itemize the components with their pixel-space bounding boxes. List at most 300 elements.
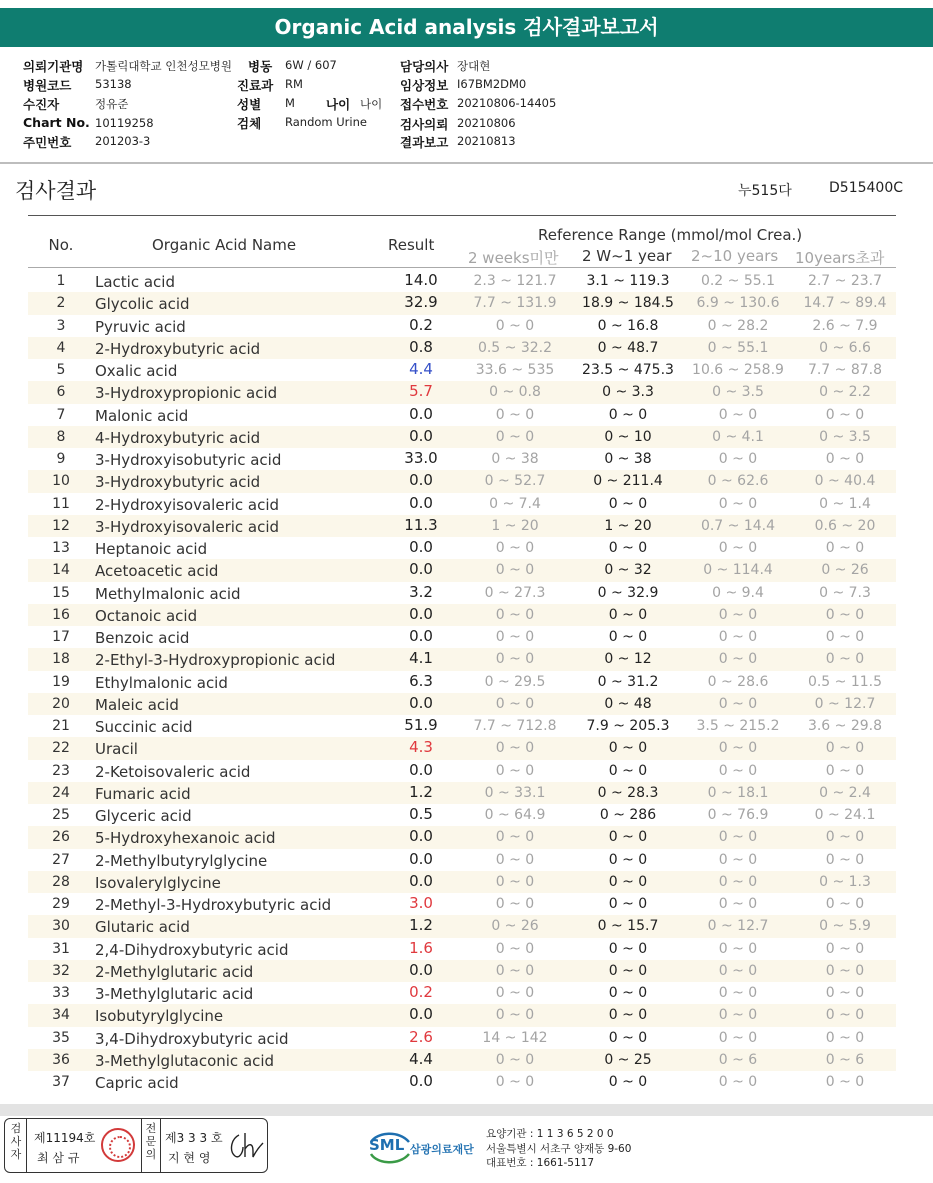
results-table: [28, 270, 896, 1093]
range-neonate: 0 ~ 0: [495, 1074, 535, 1090]
acid-name: Glutaric acid: [95, 918, 190, 937]
acid-name: Capric acid: [95, 1074, 179, 1092]
range-adult: 0 ~ 0: [825, 962, 865, 979]
chart-value: 10119258: [95, 116, 154, 130]
table-row: [28, 426, 896, 448]
range-child: 0 ~ 0: [718, 829, 758, 846]
acid-name: Maleic acid: [95, 695, 179, 714]
table-row: [28, 648, 896, 670]
range-infant: 0 ~ 0: [608, 762, 648, 779]
range-child: 0 ~ 0: [718, 1074, 758, 1090]
range-neonate: 0 ~ 0: [495, 1051, 535, 1068]
range-child: 0 ~ 3.5: [712, 384, 764, 401]
range-infant: 3.1 ~ 119.3: [586, 273, 670, 289]
range-child: 0 ~ 0: [718, 762, 758, 779]
range-infant: 0 ~ 48.7: [597, 339, 659, 356]
header-range-adult: 10years초과: [795, 249, 885, 267]
range-neonate: 0 ~ 0.8: [489, 384, 541, 401]
ward-value: 6W / 607: [285, 58, 337, 72]
range-adult: 2.7 ~ 23.7: [807, 273, 883, 289]
table-row: [28, 604, 896, 626]
table-row: [28, 315, 896, 337]
row-number: 1: [56, 273, 66, 289]
separator: [0, 162, 933, 164]
table-row: [28, 337, 896, 359]
result-value: 4.4: [409, 1049, 433, 1068]
range-child: 0 ~ 0: [718, 451, 758, 467]
range-child: 0 ~ 28.2: [707, 317, 769, 334]
table-row: [28, 1071, 896, 1093]
header-range-infant: 2 W~1 year: [582, 247, 672, 265]
table-row: [28, 404, 896, 426]
row-number: 36: [52, 1051, 70, 1068]
report-date-value: 20210813: [457, 134, 516, 148]
result-value: 0.0: [409, 1072, 433, 1090]
row-number: 12: [52, 517, 70, 534]
row-number: 11: [52, 495, 70, 512]
acid-name: Acetoacetic acid: [95, 562, 219, 581]
acid-name: 2-Methylbutyrylglycine: [95, 851, 268, 870]
row-number: 28: [52, 873, 70, 890]
name-label: 수진자: [23, 97, 60, 112]
acid-name: Succinic acid: [95, 718, 193, 736]
header-range-neonate: 2 weeks미만: [468, 249, 559, 267]
table-row: [28, 448, 896, 470]
result-value: 0.0: [409, 538, 433, 556]
physician-license: 제3 3 3 호: [165, 1131, 223, 1145]
lab-info: [486, 1127, 631, 1171]
range-child: 10.6 ~ 258.9: [692, 362, 784, 378]
code-value: 53138: [95, 77, 132, 91]
range-adult: 0 ~ 0: [825, 651, 865, 668]
range-adult: 0 ~ 6: [825, 1051, 865, 1068]
result-value: 4.3: [409, 738, 433, 757]
result-value: 51.9: [404, 716, 438, 734]
doctor-value: 장대현: [457, 59, 491, 73]
range-child: 3.5 ~ 215.2: [696, 718, 780, 734]
range-adult: 0 ~ 6.6: [819, 339, 871, 356]
range-infant: 0 ~ 0: [608, 495, 648, 512]
range-infant: 1 ~ 20: [604, 517, 652, 534]
ward-label: 병동: [248, 59, 273, 74]
range-neonate: 0 ~ 38: [491, 451, 539, 467]
range-adult: 0 ~ 1.3: [819, 873, 871, 890]
range-infant: 0 ~ 48: [604, 695, 652, 712]
specimen-label: 검체: [237, 116, 262, 131]
range-adult: 7.7 ~ 87.8: [807, 362, 883, 378]
row-number: 14: [52, 562, 70, 579]
examiner-label: 검사자: [10, 1122, 22, 1161]
range-adult: 0 ~ 5.9: [819, 918, 871, 935]
clinical-label: 임상정보: [400, 78, 449, 93]
range-adult: 0 ~ 2.2: [819, 384, 871, 401]
result-value: 0.8: [409, 337, 433, 356]
test-code: 누515다: [738, 183, 792, 199]
range-adult: 0.5 ~ 11.5: [807, 673, 883, 690]
result-value: 0.0: [409, 849, 433, 868]
range-adult: 0 ~ 0: [825, 606, 865, 623]
section-title: 검사결과: [15, 179, 97, 203]
acid-name: 3-Hydroxypropionic acid: [95, 384, 278, 403]
range-infant: 0 ~ 286: [599, 807, 657, 823]
range-child: 0 ~ 0: [718, 406, 758, 423]
lab-phone: 대표번호 : 1661-5117: [486, 1157, 595, 1169]
range-adult: 0 ~ 0: [825, 540, 865, 556]
acid-name: 2-Ketoisovaleric acid: [95, 762, 251, 781]
result-value: 0.0: [409, 471, 433, 490]
range-adult: 0 ~ 0: [825, 851, 865, 868]
examiner-name: 최 삼 규: [37, 1151, 80, 1165]
report-title: Organic Acid analysis 검사결과보고서: [0, 8, 933, 47]
table-row: [28, 537, 896, 559]
row-number: 31: [52, 940, 70, 957]
range-child: 0 ~ 0: [718, 985, 758, 1001]
result-value: 0.2: [409, 315, 433, 334]
range-adult: 0 ~ 0: [825, 762, 865, 779]
range-child: 0 ~ 114.4: [703, 562, 773, 579]
acid-name: 2-Ethyl-3-Hydroxypropionic acid: [95, 651, 336, 670]
range-adult: 0 ~ 0: [825, 629, 865, 645]
acid-name: Isovalerylglycine: [95, 873, 221, 892]
result-value: 32.9: [404, 293, 438, 312]
acid-name: 3-Hydroxyisobutyric acid: [95, 451, 282, 469]
table-row: [28, 715, 896, 737]
range-child: 0 ~ 55.1: [707, 339, 769, 356]
result-value: 0.0: [409, 760, 433, 779]
result-value: 0.0: [409, 960, 433, 979]
range-adult: 0 ~ 0: [825, 985, 865, 1001]
range-neonate: 0 ~ 0: [495, 428, 535, 445]
table-row: [28, 849, 896, 871]
range-neonate: 0 ~ 64.9: [484, 807, 546, 823]
table-row: [28, 1049, 896, 1071]
result-value: 0.5: [409, 805, 433, 823]
acid-name: Ethylmalonic acid: [95, 673, 228, 692]
table-row: [28, 671, 896, 693]
chart-label: Chart No.: [23, 115, 90, 130]
result-value: 0.0: [409, 693, 433, 712]
result-value: 0.2: [409, 983, 433, 1001]
table-row: [28, 760, 896, 782]
range-neonate: 0 ~ 0: [495, 1007, 535, 1024]
acid-name: Uracil: [95, 740, 138, 759]
range-adult: 0 ~ 26: [821, 562, 869, 579]
row-number: 7: [56, 406, 66, 423]
range-neonate: 33.6 ~ 535: [475, 362, 555, 378]
seal-icon: [101, 1128, 135, 1162]
range-infant: 0 ~ 0: [608, 985, 648, 1001]
range-adult: 0 ~ 0: [825, 740, 865, 757]
range-adult: 0 ~ 0: [825, 1074, 865, 1090]
range-neonate: 0 ~ 52.7: [484, 473, 546, 490]
range-adult: 0 ~ 0: [825, 1029, 865, 1046]
range-neonate: 0 ~ 0: [495, 606, 535, 623]
range-child: 0 ~ 0: [718, 629, 758, 645]
code-label: 병원코드: [23, 78, 72, 93]
result-value: 4.1: [409, 649, 433, 668]
range-child: 0 ~ 6: [718, 1051, 758, 1068]
row-number: 30: [52, 918, 70, 935]
table-row: [28, 915, 896, 937]
range-child: 0 ~ 0: [718, 873, 758, 890]
acid-name: 3-Hydroxybutyric acid: [95, 473, 261, 492]
range-child: 0 ~ 12.7: [707, 918, 769, 935]
table-row: [28, 493, 896, 515]
range-infant: 0 ~ 0: [608, 740, 648, 757]
row-number: 21: [52, 718, 70, 734]
result-value: 0.0: [409, 560, 433, 579]
range-neonate: 0 ~ 0: [495, 317, 535, 334]
row-number: 3: [56, 317, 66, 334]
result-value: 1.2: [409, 782, 433, 801]
request-value: 20210806: [457, 116, 516, 130]
result-value: 0.0: [409, 404, 433, 423]
range-infant: 0 ~ 12: [604, 651, 652, 668]
range-neonate: 0 ~ 0: [495, 651, 535, 668]
table-row: [28, 359, 896, 381]
table-header-rule: [28, 267, 896, 268]
table-top-rule: [28, 215, 896, 216]
divider: [160, 1119, 161, 1172]
row-number: 35: [52, 1029, 70, 1046]
range-child: 0 ~ 9.4: [712, 584, 764, 601]
row-number: 26: [52, 829, 70, 846]
range-child: 0 ~ 0: [718, 740, 758, 757]
table-row: [28, 938, 896, 960]
age-label: 나이: [326, 97, 351, 112]
sex-value: M: [285, 96, 295, 110]
range-infant: 0 ~ 32.9: [597, 584, 659, 601]
range-neonate: 0 ~ 33.1: [484, 784, 546, 801]
range-neonate: 0 ~ 0: [495, 985, 535, 1001]
acid-name: 2,4-Dihydroxybutyric acid: [95, 940, 289, 959]
table-row: [28, 270, 896, 292]
range-infant: 0 ~ 38: [604, 451, 652, 467]
range-child: 0 ~ 0: [718, 896, 758, 912]
range-infant: 0 ~ 3.3: [602, 384, 654, 401]
result-value: 2.6: [409, 1027, 433, 1046]
range-neonate: 0 ~ 0: [495, 829, 535, 846]
report-date-label: 결과보고: [400, 135, 449, 150]
result-value: 0.0: [409, 871, 433, 890]
acid-name: Oxalic acid: [95, 362, 178, 380]
id-value: 201203-3: [95, 134, 151, 148]
range-infant: 0 ~ 0: [608, 896, 648, 912]
range-neonate: 0 ~ 0: [495, 406, 535, 423]
range-child: 0 ~ 4.1: [712, 428, 764, 445]
result-value: 0.0: [409, 426, 433, 445]
row-number: 29: [52, 896, 70, 912]
range-adult: 0 ~ 0: [825, 406, 865, 423]
table-row: [28, 871, 896, 893]
table-row: [28, 782, 896, 804]
table-row: [28, 826, 896, 848]
range-infant: 0 ~ 0: [608, 873, 648, 890]
row-number: 4: [56, 339, 66, 356]
result-value: 33.0: [404, 449, 438, 467]
receipt-value: 20210806-14405: [457, 96, 557, 110]
physician-label: 전문의: [145, 1122, 157, 1161]
range-adult: 0 ~ 0: [825, 829, 865, 846]
range-neonate: 0.5 ~ 32.2: [477, 339, 553, 356]
result-value: 0.0: [409, 1005, 433, 1024]
range-infant: 0 ~ 16.8: [597, 317, 659, 334]
row-number: 10: [52, 473, 70, 490]
row-number: 18: [52, 651, 70, 668]
range-child: 0 ~ 76.9: [707, 807, 769, 823]
acid-name: Methylmalonic acid: [95, 584, 241, 603]
table-row: [28, 515, 896, 537]
table-row: [28, 582, 896, 604]
examiner-license: 제11194호: [34, 1131, 96, 1145]
result-value: 0.0: [409, 827, 433, 846]
range-neonate: 0 ~ 0: [495, 540, 535, 556]
row-number: 9: [56, 451, 66, 467]
row-number: 15: [52, 584, 70, 601]
range-infant: 0 ~ 0: [608, 1074, 648, 1090]
range-infant: 0 ~ 31.2: [597, 673, 659, 690]
acid-name: 4-Hydroxybutyric acid: [95, 428, 261, 447]
dept-value: RM: [285, 77, 303, 91]
table-row: [28, 292, 896, 314]
range-infant: 7.9 ~ 205.3: [586, 718, 670, 734]
table-row: [28, 626, 896, 648]
acid-name: 5-Hydroxyhexanoic acid: [95, 829, 276, 848]
range-child: 0 ~ 0: [718, 540, 758, 556]
range-infant: 0 ~ 0: [608, 851, 648, 868]
range-neonate: 7.7 ~ 131.9: [473, 295, 557, 312]
lab-name: 삼광의료재단: [410, 1143, 474, 1156]
row-number: 20: [52, 695, 70, 712]
row-number: 34: [52, 1007, 70, 1024]
table-row: [28, 982, 896, 1004]
range-infant: 0 ~ 0: [608, 1007, 648, 1024]
range-child: 0 ~ 0: [718, 695, 758, 712]
range-child: 0 ~ 0: [718, 940, 758, 957]
table-row: [28, 1004, 896, 1026]
range-adult: 0 ~ 7.3: [819, 584, 871, 601]
range-neonate: 0 ~ 0: [495, 762, 535, 779]
acid-name: Fumaric acid: [95, 784, 191, 803]
acid-name: 2-Methylglutaric acid: [95, 962, 254, 981]
acid-name: 3,4-Dihydroxybutyric acid: [95, 1029, 289, 1048]
row-number: 16: [52, 606, 70, 623]
range-neonate: 0 ~ 29.5: [484, 673, 546, 690]
lab-logo-text: SML: [369, 1136, 405, 1154]
range-infant: 0 ~ 25: [604, 1051, 652, 1068]
range-neonate: 14 ~ 142: [482, 1029, 548, 1046]
clinical-value: I67BM2DM0: [457, 77, 527, 91]
acid-name: 3-Methylglutaric acid: [95, 985, 254, 1003]
divider: [26, 1119, 27, 1172]
acid-name: 3-Hydroxyisovaleric acid: [95, 517, 280, 536]
range-adult: 2.6 ~ 7.9: [812, 317, 878, 334]
range-adult: 0 ~ 1.4: [819, 495, 871, 512]
range-infant: 0 ~ 0: [608, 962, 648, 979]
dept-label: 진료과: [237, 78, 274, 93]
id-label: 주민번호: [23, 135, 72, 150]
range-adult: 0 ~ 0: [825, 940, 865, 957]
table-row: [28, 1027, 896, 1049]
header-reference: Reference Range (mmol/mol Crea.): [538, 226, 803, 244]
range-child: 0 ~ 0: [718, 1007, 758, 1024]
physician-name: 지 현 영: [168, 1151, 211, 1165]
range-adult: 0 ~ 40.4: [814, 473, 876, 490]
header-no: No.: [48, 236, 74, 254]
range-adult: 14.7 ~ 89.4: [803, 295, 887, 312]
acid-name: 2-Hydroxybutyric acid: [95, 339, 261, 358]
table-row: [28, 893, 896, 915]
row-number: 22: [52, 740, 70, 757]
range-neonate: 0 ~ 0: [495, 940, 535, 957]
table-row: [28, 737, 896, 759]
range-infant: 18.9 ~ 184.5: [582, 295, 674, 312]
row-number: 23: [52, 762, 70, 779]
result-value: 14.0: [404, 271, 438, 289]
test-id: D515400C: [829, 180, 903, 196]
range-neonate: 0 ~ 0: [495, 873, 535, 890]
acid-name: Octanoic acid: [95, 606, 198, 625]
result-value: 1.6: [409, 938, 433, 957]
patient-info: [0, 55, 933, 155]
acid-name: Glycolic acid: [95, 295, 190, 314]
row-number: 19: [52, 673, 70, 690]
header-range-child: 2~10 years: [691, 247, 779, 265]
request-label: 검사의뢰: [400, 117, 449, 132]
range-adult: 0 ~ 12.7: [814, 695, 876, 712]
range-neonate: 0 ~ 0: [495, 562, 535, 579]
range-child: 0 ~ 62.6: [707, 473, 769, 490]
specimen-value: Random Urine: [285, 115, 367, 129]
range-child: 0 ~ 18.1: [707, 784, 769, 801]
acid-name: Isobutyrylglycine: [95, 1007, 224, 1026]
row-number: 27: [52, 851, 70, 868]
range-child: 0 ~ 28.6: [707, 673, 769, 690]
acid-name: Lactic acid: [95, 273, 175, 291]
row-number: 25: [52, 807, 70, 823]
range-neonate: 1 ~ 20: [491, 517, 539, 534]
table-row: [28, 559, 896, 581]
row-number: 2: [56, 295, 66, 312]
row-number: 37: [52, 1074, 70, 1090]
range-infant: 0 ~ 0: [608, 606, 648, 623]
range-neonate: 0 ~ 0: [495, 740, 535, 757]
range-adult: 0 ~ 24.1: [814, 807, 876, 823]
range-infant: 0 ~ 211.4: [593, 473, 663, 490]
row-number: 33: [52, 985, 70, 1001]
hospital-value: 가톨릭대학교 인천성모병원: [95, 59, 232, 73]
range-neonate: 0 ~ 0: [495, 851, 535, 868]
range-neonate: 2.3 ~ 121.7: [473, 273, 557, 289]
range-infant: 23.5 ~ 475.3: [582, 362, 674, 378]
receipt-label: 접수번호: [400, 97, 449, 112]
signature-box: [4, 1118, 268, 1173]
range-adult: 0 ~ 0: [825, 451, 865, 467]
result-value: 0.0: [409, 627, 433, 645]
signature-icon: [225, 1129, 267, 1163]
table-row: [28, 693, 896, 715]
range-infant: 0 ~ 0: [608, 1029, 648, 1046]
sex-label: 성별: [237, 97, 262, 112]
header-name: Organic Acid Name: [152, 236, 297, 254]
row-number: 24: [52, 784, 70, 801]
range-infant: 0 ~ 0: [608, 540, 648, 556]
name-value: 정유준: [95, 97, 129, 111]
range-neonate: 0 ~ 0: [495, 629, 535, 645]
footer-bar: [0, 1104, 933, 1116]
row-number: 5: [56, 362, 66, 378]
range-neonate: 0 ~ 27.3: [484, 584, 546, 601]
